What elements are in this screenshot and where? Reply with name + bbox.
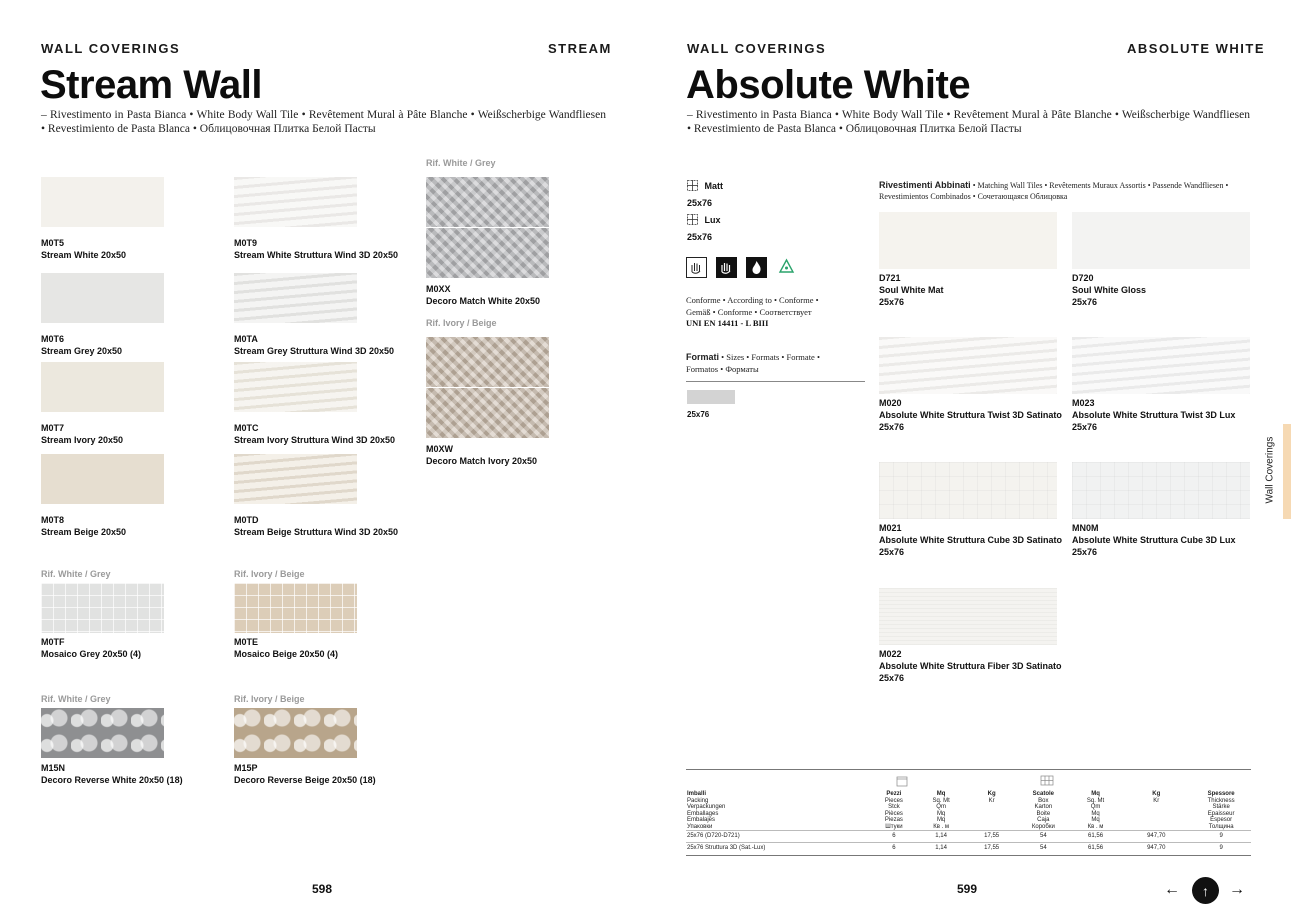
- header-line: Коробки: [1031, 823, 1055, 830]
- header-line: Qm: [936, 804, 946, 810]
- tile-name: Stream White 20x50: [41, 250, 127, 260]
- header-line: Kg: [1152, 791, 1161, 797]
- rif-label: Rif. White / Grey: [41, 569, 111, 579]
- tile-swatch[interactable]: [234, 362, 357, 412]
- back-to-top-button[interactable]: [1192, 877, 1219, 904]
- tile-name: Absolute White Struttura Twist 3D Satinato: [879, 410, 1062, 420]
- header-line: Кв . м: [1087, 823, 1104, 830]
- feature-icons: [686, 257, 797, 278]
- packing-column-header: [966, 791, 1017, 831]
- divider: [686, 855, 1251, 856]
- rif-label: Rif. Ivory / Beige: [234, 569, 305, 579]
- tile-code: M0TC: [234, 423, 259, 433]
- formati-block: [686, 351, 846, 375]
- tile-swatch[interactable]: [41, 273, 164, 323]
- hand-resistant-icon: [716, 257, 737, 278]
- tile-size: 25x76: [1072, 547, 1098, 557]
- tile-swatch[interactable]: [41, 362, 164, 412]
- header-line: Mq: [1091, 810, 1100, 817]
- side-tab-accent: [1283, 424, 1291, 519]
- mosaic-tile[interactable]: [41, 583, 164, 633]
- tile-name: Stream Beige 20x50: [41, 527, 127, 537]
- tile-code: M0XX: [426, 284, 451, 294]
- recycle-icon: [776, 257, 797, 278]
- finish-matt: [687, 178, 723, 208]
- header-line: Packing: [687, 797, 709, 804]
- series-label: ABSOLUTE WHITE: [1127, 41, 1265, 56]
- tile-code: M0T5: [41, 238, 65, 248]
- finish-size: 25x76: [687, 198, 713, 208]
- fire-icon: [746, 257, 767, 278]
- packing-data-row: [686, 831, 1251, 843]
- packing-cell: 1,14: [916, 842, 966, 853]
- tile-code: M0TF: [41, 637, 65, 647]
- rif-label: Rif. White / Grey: [41, 694, 111, 704]
- packing-header-row: [686, 791, 1251, 831]
- tile-code: MN0M: [1072, 523, 1099, 533]
- tile-code: M15P: [234, 763, 258, 773]
- header-line: Verpackungen: [687, 804, 726, 810]
- packing-row-label: 25x76 Struttura 3D (Sat.-Lux): [686, 842, 872, 853]
- tile-name: Decoro Match Ivory 20x50: [426, 456, 538, 466]
- tile-swatch[interactable]: [879, 337, 1057, 394]
- tile-size: 25x76: [879, 297, 905, 307]
- packing-column-header: [872, 791, 916, 831]
- tile-name: Absolute White Struttura Cube 3D Lux: [1072, 535, 1236, 545]
- tile-code: M15N: [41, 763, 66, 773]
- header-line: Упаковки: [687, 823, 713, 830]
- header-line: Stck: [888, 804, 900, 810]
- decor-tile[interactable]: [426, 337, 549, 387]
- tile-code: M0XW: [426, 444, 453, 454]
- page-title: Stream Wall: [40, 63, 262, 107]
- tile-swatch[interactable]: [1072, 337, 1250, 394]
- arrow-up-icon: ↑: [1202, 882, 1209, 899]
- tile-swatch[interactable]: [879, 588, 1057, 645]
- tile-code: M020: [879, 398, 902, 408]
- category-label: WALL COVERINGS: [41, 41, 181, 56]
- packing-column-header: [1017, 791, 1070, 831]
- tile-code: M0T9: [234, 238, 258, 248]
- tile-name: Mosaico Beige 20x50 (4): [234, 649, 339, 659]
- tile-name: Stream Beige Struttura Wind 3D 20x50: [234, 527, 398, 537]
- tile-name: Soul White Mat: [879, 285, 944, 295]
- tile-name: Absolute White Struttura Cube 3D Satinato: [879, 535, 1063, 545]
- tile-size: 25x76: [879, 422, 905, 432]
- tile-code: M023: [1072, 398, 1095, 408]
- format-swatch: [687, 390, 735, 404]
- tile-code: M0TA: [234, 334, 258, 344]
- tile-name: Stream Ivory Struttura Wind 3D 20x50: [234, 435, 395, 445]
- header-line: Epaisseur: [1207, 810, 1235, 817]
- header-line: Sq. Mt: [1086, 797, 1105, 804]
- packing-cell: 6: [872, 842, 916, 853]
- header-line: Pezzi: [886, 791, 902, 797]
- packing-cell: 6: [872, 831, 916, 843]
- tile-name: Absolute White Struttura Twist 3D Lux: [1072, 410, 1236, 420]
- tile-swatch[interactable]: [1072, 462, 1250, 519]
- header-line: Mq: [936, 817, 946, 823]
- tile-code: D720: [1072, 273, 1094, 283]
- tile-name: Absolute White Struttura Fiber 3D Satinato: [879, 661, 1062, 671]
- header-line: Scatole: [1032, 791, 1055, 797]
- packing-cell: 1,14: [916, 831, 966, 843]
- decoro-tile[interactable]: [234, 708, 357, 758]
- header-line: Pieces: [884, 797, 903, 804]
- packing-cell: 61,56: [1070, 842, 1122, 853]
- tile-code: M0T6: [41, 334, 65, 344]
- finish-icon: [687, 214, 698, 225]
- conforme-text: Conforme • According to • Conforme • Gemäß • Conforme • Соответствует: [686, 295, 819, 317]
- packing-cell: 9: [1191, 842, 1251, 853]
- header-line: Qm: [1090, 804, 1101, 810]
- tile-swatch[interactable]: [41, 454, 164, 504]
- tile-name: Stream Grey Struttura Wind 3D 20x50: [234, 346, 394, 356]
- tile-swatch[interactable]: [234, 177, 357, 227]
- header-line: Mq: [936, 810, 946, 817]
- decor-tile[interactable]: [426, 177, 549, 227]
- page-number: 598: [312, 882, 333, 896]
- format-size: 25x76: [687, 410, 710, 419]
- packing-column-header: [1121, 791, 1191, 831]
- tile-name: Stream Ivory 20x50: [41, 435, 124, 445]
- finish-lux: [687, 212, 720, 242]
- header-line: Box: [1038, 797, 1049, 804]
- header-line: Espesor: [1210, 817, 1233, 823]
- packing-cell: 17,55: [966, 831, 1017, 843]
- decor-tile[interactable]: [426, 388, 549, 438]
- packing-row-header: [686, 791, 872, 831]
- tile-swatch[interactable]: [234, 273, 357, 323]
- box-icon: [896, 775, 908, 787]
- tile-name: Stream White Struttura Wind 3D 20x50: [234, 250, 398, 260]
- rif-label: Rif. Ivory / Beige: [426, 318, 497, 328]
- product-description: – Rivestimento in Pasta Bianca • White Body Wall Tile • Revêtement Mural à Pâte Blanche • Weißscherbige Wandfliesen • Revestimiento de Pasta Blanca • Облицовочная Плитка Белой Пасты: [687, 109, 1250, 135]
- page-title: Absolute White: [686, 63, 971, 107]
- series-label: STREAM: [548, 41, 612, 56]
- packing-data-row: [686, 842, 1251, 853]
- tile-code: D721: [879, 273, 901, 283]
- header-line: Boite: [1036, 810, 1051, 817]
- arrow-left-icon: ←: [1164, 881, 1180, 898]
- header-line: Штуки: [885, 823, 903, 830]
- tile-size: 25x76: [879, 673, 905, 683]
- tile-code: M021: [879, 523, 902, 533]
- tile-size: 25x76: [879, 547, 905, 557]
- tile-name: Mosaico Grey 20x50 (4): [41, 649, 142, 659]
- header-line: Karton: [1034, 804, 1053, 810]
- packing-column-header: [1191, 791, 1251, 831]
- tile-size: 25x76: [1072, 422, 1098, 432]
- header-line: Kr: [988, 797, 995, 804]
- packing-column-header: [916, 791, 966, 831]
- header-line: Thickness: [1207, 797, 1235, 804]
- tile-code: M0TD: [234, 515, 259, 525]
- product-description: – Rivestimento in Pasta Bianca • White Body Wall Tile • Revêtement Mural à Pâte Blanche • Weißscherbige Wandfliesen • Revestimiento de Pasta Blanca • Облицовочная Плитка Белой Пасты: [41, 109, 606, 135]
- abbinati-text: • Matching Wall Tiles • Revêtements Muraux Assortis • Passende Wandfliesen • Revestimientos Combinados • Сочетающаяся Облицовка: [879, 181, 1229, 201]
- side-tab-label[interactable]: Wall Coverings: [1264, 436, 1276, 504]
- packing-cell: 9: [1191, 831, 1251, 843]
- decor-tile[interactable]: [426, 228, 549, 278]
- header-line: Kg: [987, 791, 996, 797]
- finish-name: Matt: [704, 181, 723, 191]
- packing-row-label: 25x76 (D720-D721): [686, 831, 872, 843]
- pallet-icon: [1040, 775, 1054, 787]
- header-line: Толщина: [1208, 823, 1234, 830]
- page-number: 599: [957, 882, 978, 896]
- finish-size: 25x76: [687, 232, 713, 242]
- formati-text: • Sizes • Formats • Formate • Formatos • Форматы: [686, 352, 820, 374]
- arrow-right-icon: →: [1229, 881, 1245, 898]
- abbinati-label: Rivestimenti Abbinati: [879, 180, 971, 190]
- header-line: Pièces: [884, 810, 903, 817]
- tile-name: Decoro Reverse Beige 20x50 (18): [234, 775, 376, 785]
- tile-name: Decoro Reverse White 20x50 (18): [41, 775, 183, 785]
- finish-icon: [687, 180, 698, 191]
- header-line: Mq: [1091, 817, 1100, 823]
- header-line: Emballages: [687, 810, 719, 817]
- abbinati-block: [879, 180, 1251, 202]
- rif-label: Rif. White / Grey: [426, 158, 496, 168]
- tile-swatch[interactable]: [234, 454, 357, 504]
- tile-name: Soul White Gloss: [1072, 285, 1147, 295]
- rif-label: Rif. Ivory / Beige: [234, 694, 305, 704]
- formati-label: Formati: [686, 352, 720, 362]
- decoro-tile[interactable]: [41, 708, 164, 758]
- header-line: Cajа: [1037, 817, 1050, 823]
- header-line: Mq: [936, 791, 946, 797]
- tile-name: Decoro Match White 20x50: [426, 296, 541, 306]
- tile-swatch[interactable]: [41, 177, 164, 227]
- packing-table: [686, 791, 1251, 856]
- header-line: Sq. Mt: [932, 797, 950, 804]
- header-line: Stärke: [1212, 804, 1230, 810]
- packing-cell: 54: [1017, 842, 1070, 853]
- header-line: Piezas: [884, 817, 903, 823]
- divider: [686, 769, 1251, 770]
- tile-code: M0TE: [234, 637, 259, 647]
- tile-swatch[interactable]: [1072, 212, 1250, 269]
- header-line: Kr: [1153, 797, 1160, 804]
- next-page-button[interactable]: [1228, 881, 1246, 899]
- header-line: Mq: [1091, 791, 1100, 797]
- finish-name: Lux: [704, 215, 721, 225]
- tile-size: 25x76: [1072, 297, 1098, 307]
- tile-code: M022: [879, 649, 902, 659]
- packing-column-header: [1070, 791, 1122, 831]
- packing-cell: 947,70: [1121, 842, 1191, 853]
- packing-cell: 947,70: [1121, 831, 1191, 843]
- packing-cell: 61,56: [1070, 831, 1122, 843]
- category-label: WALL COVERINGS: [687, 41, 827, 56]
- packing-cell: 54: [1017, 831, 1070, 843]
- header-line: Imballi: [687, 791, 707, 797]
- tile-swatch[interactable]: [879, 462, 1057, 519]
- hand-wash-icon: [686, 257, 707, 278]
- header-line: Spessore: [1207, 791, 1235, 797]
- header-line: Кв . м: [933, 823, 950, 830]
- tile-code: M0T7: [41, 423, 65, 433]
- packing-cell: 17,55: [966, 842, 1017, 853]
- packing-grid: [686, 791, 1251, 853]
- norm-standard: UNI EN 14411 - L BIII: [686, 318, 769, 328]
- mosaic-tile[interactable]: [234, 583, 357, 633]
- tile-code: M0T8: [41, 515, 65, 525]
- tile-swatch[interactable]: [879, 212, 1057, 269]
- divider: [686, 381, 865, 382]
- header-line: Embalajes: [687, 817, 716, 823]
- tile-name: Stream Grey 20x50: [41, 346, 123, 356]
- prev-page-button[interactable]: [1163, 881, 1181, 899]
